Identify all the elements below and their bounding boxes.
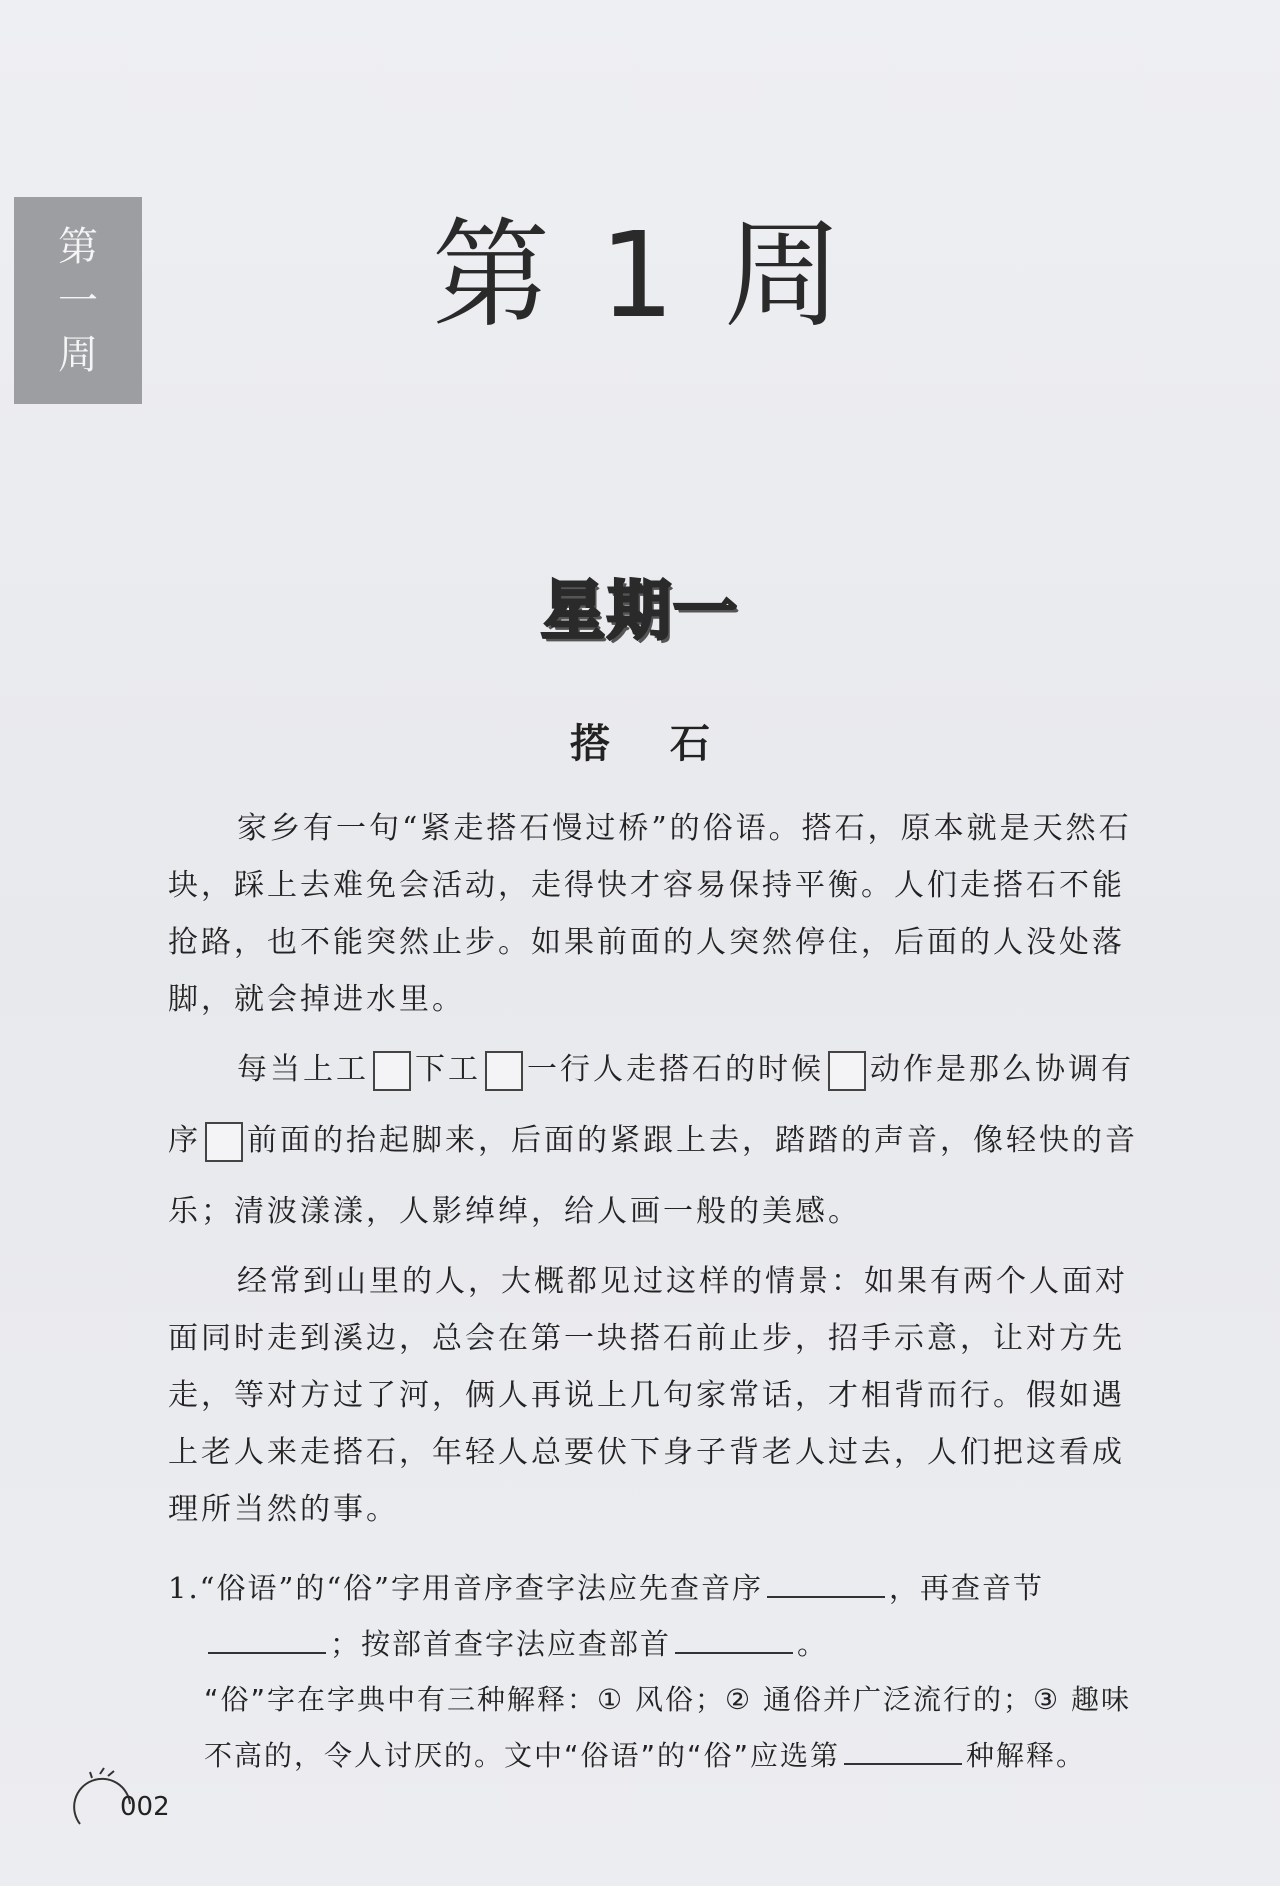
day-title: 星期一: [541, 575, 739, 649]
article-body: [168, 800, 1148, 1544]
paragraph-2-text: 动作是那么协调有序: [168, 1052, 1134, 1158]
week-title: 第 1 周: [431, 206, 849, 344]
page-number: 002: [120, 1792, 170, 1822]
paragraph-2-text: 前面的抬起脚来，后面的紧跟上去，踏踏的声音，像轻快的音乐；清波漾漾，人影绰绰，给人画一般的美感。: [168, 1123, 1138, 1229]
paragraph-1: 家乡有一句“紧走搭石慢过桥”的俗语。搭石，原本就是天然石块，踩上去难免会活动，走得快才容易保持平衡。人们走搭石不能抢路，也不能突然止步。如果前面的人突然停住，后面的人没处落脚，就会掉进水里。: [168, 811, 1132, 1017]
side-tab-char: 一: [58, 277, 98, 324]
punctuation-box[interactable]: [828, 1051, 866, 1091]
paragraph-3: 经常到山里的人，大概都见过这样的情景：如果有两个人面对面同时走到溪边，总会在第一块搭石前止步，招手示意，让对方先走，等对方过了河，俩人再说上几句家常话，才相背而行。假如遇上老人来走搭石，年轻人总要伏下身子背老人过去，人们把这看成理所当然的事。: [168, 1264, 1128, 1527]
question-text: 。: [797, 1627, 829, 1661]
side-tab-char: 周: [58, 331, 98, 378]
question-text: ；按部首查字法应查部首: [330, 1627, 672, 1661]
question-text: ，再查音节: [888, 1571, 1044, 1605]
punctuation-box[interactable]: [485, 1051, 523, 1091]
questions: [168, 1560, 1158, 1784]
question-text: “俗”字在字典中有三种解释：① 风俗；② 通俗并广泛流行的；③ 趣味不高的，令人讨厌的。文中“俗语”的“俗”应选第: [204, 1683, 1132, 1772]
question-1-subpart: [168, 1672, 1158, 1784]
answer-blank[interactable]: [767, 1570, 885, 1598]
question-1: [168, 1560, 1158, 1672]
paragraph-2: [168, 1034, 1148, 1247]
answer-blank[interactable]: [844, 1737, 962, 1765]
side-tab-char: 第: [58, 223, 98, 270]
answer-blank[interactable]: [208, 1626, 326, 1654]
paragraph-2-text: 每当上工: [237, 1052, 369, 1087]
punctuation-box[interactable]: [205, 1122, 243, 1162]
punctuation-box[interactable]: [373, 1051, 411, 1091]
question-text: 1.“俗语”的“俗”字用音序查字法应先查音序: [168, 1571, 763, 1605]
answer-blank[interactable]: [675, 1626, 793, 1654]
question-text: 种解释。: [966, 1739, 1087, 1772]
article-title: 搭石: [570, 720, 770, 767]
paragraph-2-text: 一行人走搭石的时候: [527, 1052, 824, 1087]
paragraph-2-text: 下工: [415, 1052, 481, 1087]
